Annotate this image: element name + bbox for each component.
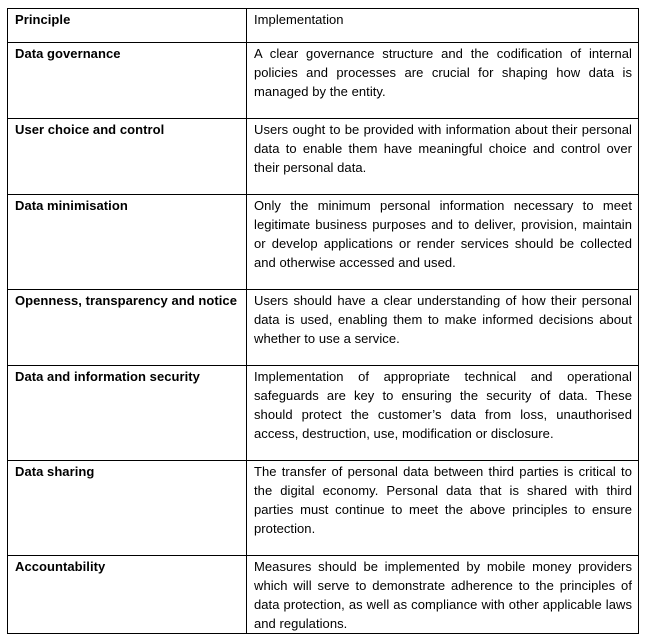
implementation-cell: The transfer of personal data between third parties is critical to the digital economy. Personal data that is shared with third parties must continue to meet the above principles to ensure protection.: [247, 461, 639, 556]
table-header-row: [8, 9, 639, 43]
principles-table-container: [7, 8, 639, 634]
principle-cell: Accountability: [8, 556, 247, 634]
table-row: [8, 290, 639, 366]
implementation-cell: Implementation of appropriate technical and operational safeguards are key to ensuring the security of data. These should protect the customer’s data from loss, unauthorised access, destruction, use, modification or disclosure.: [247, 366, 639, 461]
principles-table: [7, 8, 639, 634]
table-row: [8, 43, 639, 119]
table-row: [8, 195, 639, 290]
table-row: [8, 366, 639, 461]
implementation-cell: Users ought to be provided with information about their personal data to enable them have meaningful choice and control over their personal data.: [247, 119, 639, 195]
principle-cell: Data and information security: [8, 366, 247, 461]
principle-cell: Openness, transparency and notice: [8, 290, 247, 366]
principle-cell: Data governance: [8, 43, 247, 119]
table-row: [8, 556, 639, 634]
table-row: [8, 119, 639, 195]
header-implementation: Implementation: [247, 9, 639, 43]
principle-cell: Data minimisation: [8, 195, 247, 290]
principle-cell: Data sharing: [8, 461, 247, 556]
implementation-cell: Only the minimum personal information necessary to meet legitimate business purposes and to deliver, provision, maintain or develop applications or render services should be collected and otherwise accessed and used.: [247, 195, 639, 290]
principle-cell: User choice and control: [8, 119, 247, 195]
implementation-cell: A clear governance structure and the codification of internal policies and processes are crucial for shaping how data is managed by the entity.: [247, 43, 639, 119]
implementation-cell: Users should have a clear understanding of how their personal data is used, enabling them to make informed decisions about whether to use a service.: [247, 290, 639, 366]
implementation-cell: Measures should be implemented by mobile money providers which will serve to demonstrate adherence to the principles of data protection, as well as compliance with other applicable laws and regulations.: [247, 556, 639, 634]
header-principle: Principle: [8, 9, 247, 43]
table-row: [8, 461, 639, 556]
